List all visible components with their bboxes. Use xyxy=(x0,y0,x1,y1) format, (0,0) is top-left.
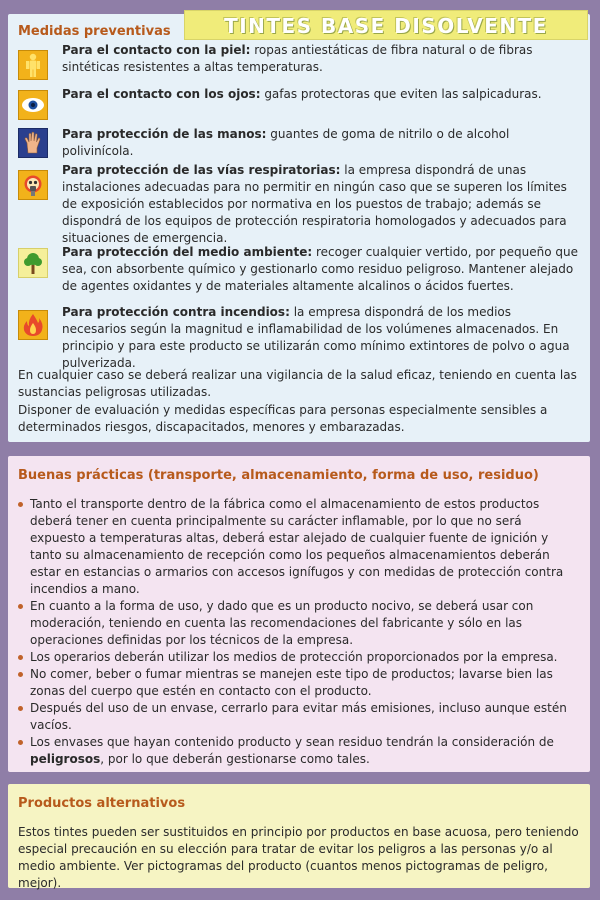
measure-respiratory-text: la empresa dispondrá de unas instalaciones adecuadas para no permitir en ningún caso que se superen los límites de exposición establecidos por normativa en los puestos de trabajo; además se dispondrá de los equipos de protección respiratoria homologados y adecuados para situaciones de emergencia. xyxy=(62,163,567,245)
measure-skin xyxy=(62,42,578,76)
measure-hands-label: Para protección de las manos: xyxy=(62,127,267,141)
list-item xyxy=(18,666,580,700)
list-item-text-pre: Los envases que hayan contenido producto y sean residuo tendrán la consideración de xyxy=(30,735,554,749)
eye-icon xyxy=(18,90,48,120)
measure-respiratory-label: Para protección de las vías respiratorias: xyxy=(62,163,341,177)
tree-icon xyxy=(18,248,48,278)
alternativos-text: Estos tintes pueden ser sustituidos en principio por productos en base acuosa, pero teniendo especial precaución en su elección para tratar de evitar los peligros a las personas y/o al medio ambiente. Ver pictogramas del producto (cuantos menos pictogramas de peligro, mejor). xyxy=(18,825,579,890)
measure-eyes-label: Para el contacto con los ojos: xyxy=(62,87,261,101)
document-title: TINTES BASE DISOLVENTE xyxy=(184,10,588,40)
measure-environment-label: Para protección del medio ambiente: xyxy=(62,245,313,259)
bullet-dot xyxy=(18,502,23,507)
list-item-text: No comer, beber o fumar mientras se manejen este tipo de productos; lavarse bien las zonas del cuerpo que estén en contacto con el producto. xyxy=(30,667,553,698)
measure-environment-text: recoger cualquier vertido, por pequeño que sea, con absorbente químico y gestionarlo como residuo peligroso. Mantener alejado de agentes oxidantes y de materiales altamente alcalinos o ácidos fuertes. xyxy=(62,245,579,293)
bullet-dot xyxy=(18,672,23,677)
fire-icon xyxy=(18,310,48,340)
bullet-dot xyxy=(18,655,23,660)
list-item-text-post: , por lo que deberán gestionarse como tales. xyxy=(100,752,370,766)
measure-fire-text: la empresa dispondrá de los medios necesarios según la magnitud e inflamabilidad de los volúmenes almacenados. En principio y para este producto se utilizarán como mínimo extintores de polvo o agua pulverizada. xyxy=(62,305,570,370)
medidas-heading: Medidas preventivas xyxy=(18,24,171,39)
mask-icon xyxy=(18,170,48,200)
productos-alternativos-panel xyxy=(8,784,590,888)
measure-hands xyxy=(62,126,578,160)
sensitive-persons-note: Disponer de evaluación y medidas específicas para personas especialmente sensibles a determinados riesgos, discapacitados, menores y embarazadas. xyxy=(18,403,548,434)
buenas-practicas-panel xyxy=(8,456,590,772)
list-item-text: Tanto el transporte dentro de la fábrica como el almacenamiento de estos productos deberá tener en cuenta principalmente su carácter inflamable, por lo que no será expuesto a temperaturas altas, deberá estar alejado de cualquier fuente de ignición y tanto su almacenamiento de recepción como los pequeños almacenamientos deberán estar en estancias o armarios con accesos ignífugos y con medidas de protección contra incendios a mano. xyxy=(30,497,564,596)
bullet-dot xyxy=(18,740,23,745)
measure-respiratory xyxy=(62,162,578,247)
list-item xyxy=(18,598,580,649)
list-item xyxy=(18,649,580,666)
measure-skin-text: ropas antiestáticas de fibra natural o de fibras sintéticas resistentes a altas temperaturas. xyxy=(62,43,533,74)
list-item-text: En cuanto a la forma de uso, y dado que es un producto nocivo, se deberá usar con moderación, teniendo en cuenta las recomendaciones del fabricante y sólo en las operaciones definidas por los técnicos de la empresa. xyxy=(30,599,534,647)
measure-skin-label: Para el contacto con la piel: xyxy=(62,43,251,57)
measure-fire xyxy=(62,304,578,372)
list-item xyxy=(18,734,580,768)
body-icon xyxy=(18,50,48,80)
buenas-heading: Buenas prácticas (transporte, almacenamiento, forma de uso, residuo) xyxy=(18,468,539,483)
list-item-text-bold: peligrosos xyxy=(30,752,101,766)
measure-hands-text: guantes de goma de nitrilo o de alcohol polivinícola. xyxy=(62,127,510,158)
hand-icon xyxy=(18,128,48,158)
measure-eyes-text: gafas protectoras que eviten las salpicaduras. xyxy=(260,87,542,101)
list-item-text: Los operarios deberán utilizar los medios de protección proporcionados por la empresa. xyxy=(30,650,558,664)
list-item xyxy=(18,496,580,598)
measure-environment xyxy=(62,244,578,295)
health-surveillance-note: En cualquier caso se deberá realizar una vigilancia de la salud eficaz, teniendo en cuenta las sustancias peligrosas utilizadas. xyxy=(18,368,577,399)
buenas-list xyxy=(18,496,580,768)
alternativos-heading: Productos alternativos xyxy=(18,796,186,811)
bullet-dot xyxy=(18,604,23,609)
list-item-text: Después del uso de un envase, cerrarlo para evitar más emisiones, incluso aunque estén vacíos. xyxy=(30,701,567,732)
list-item xyxy=(18,700,580,734)
measure-eyes xyxy=(62,86,578,103)
measure-fire-label: Para protección contra incendios: xyxy=(62,305,290,319)
medidas-preventivas-panel xyxy=(8,14,590,442)
bullet-dot xyxy=(18,706,23,711)
